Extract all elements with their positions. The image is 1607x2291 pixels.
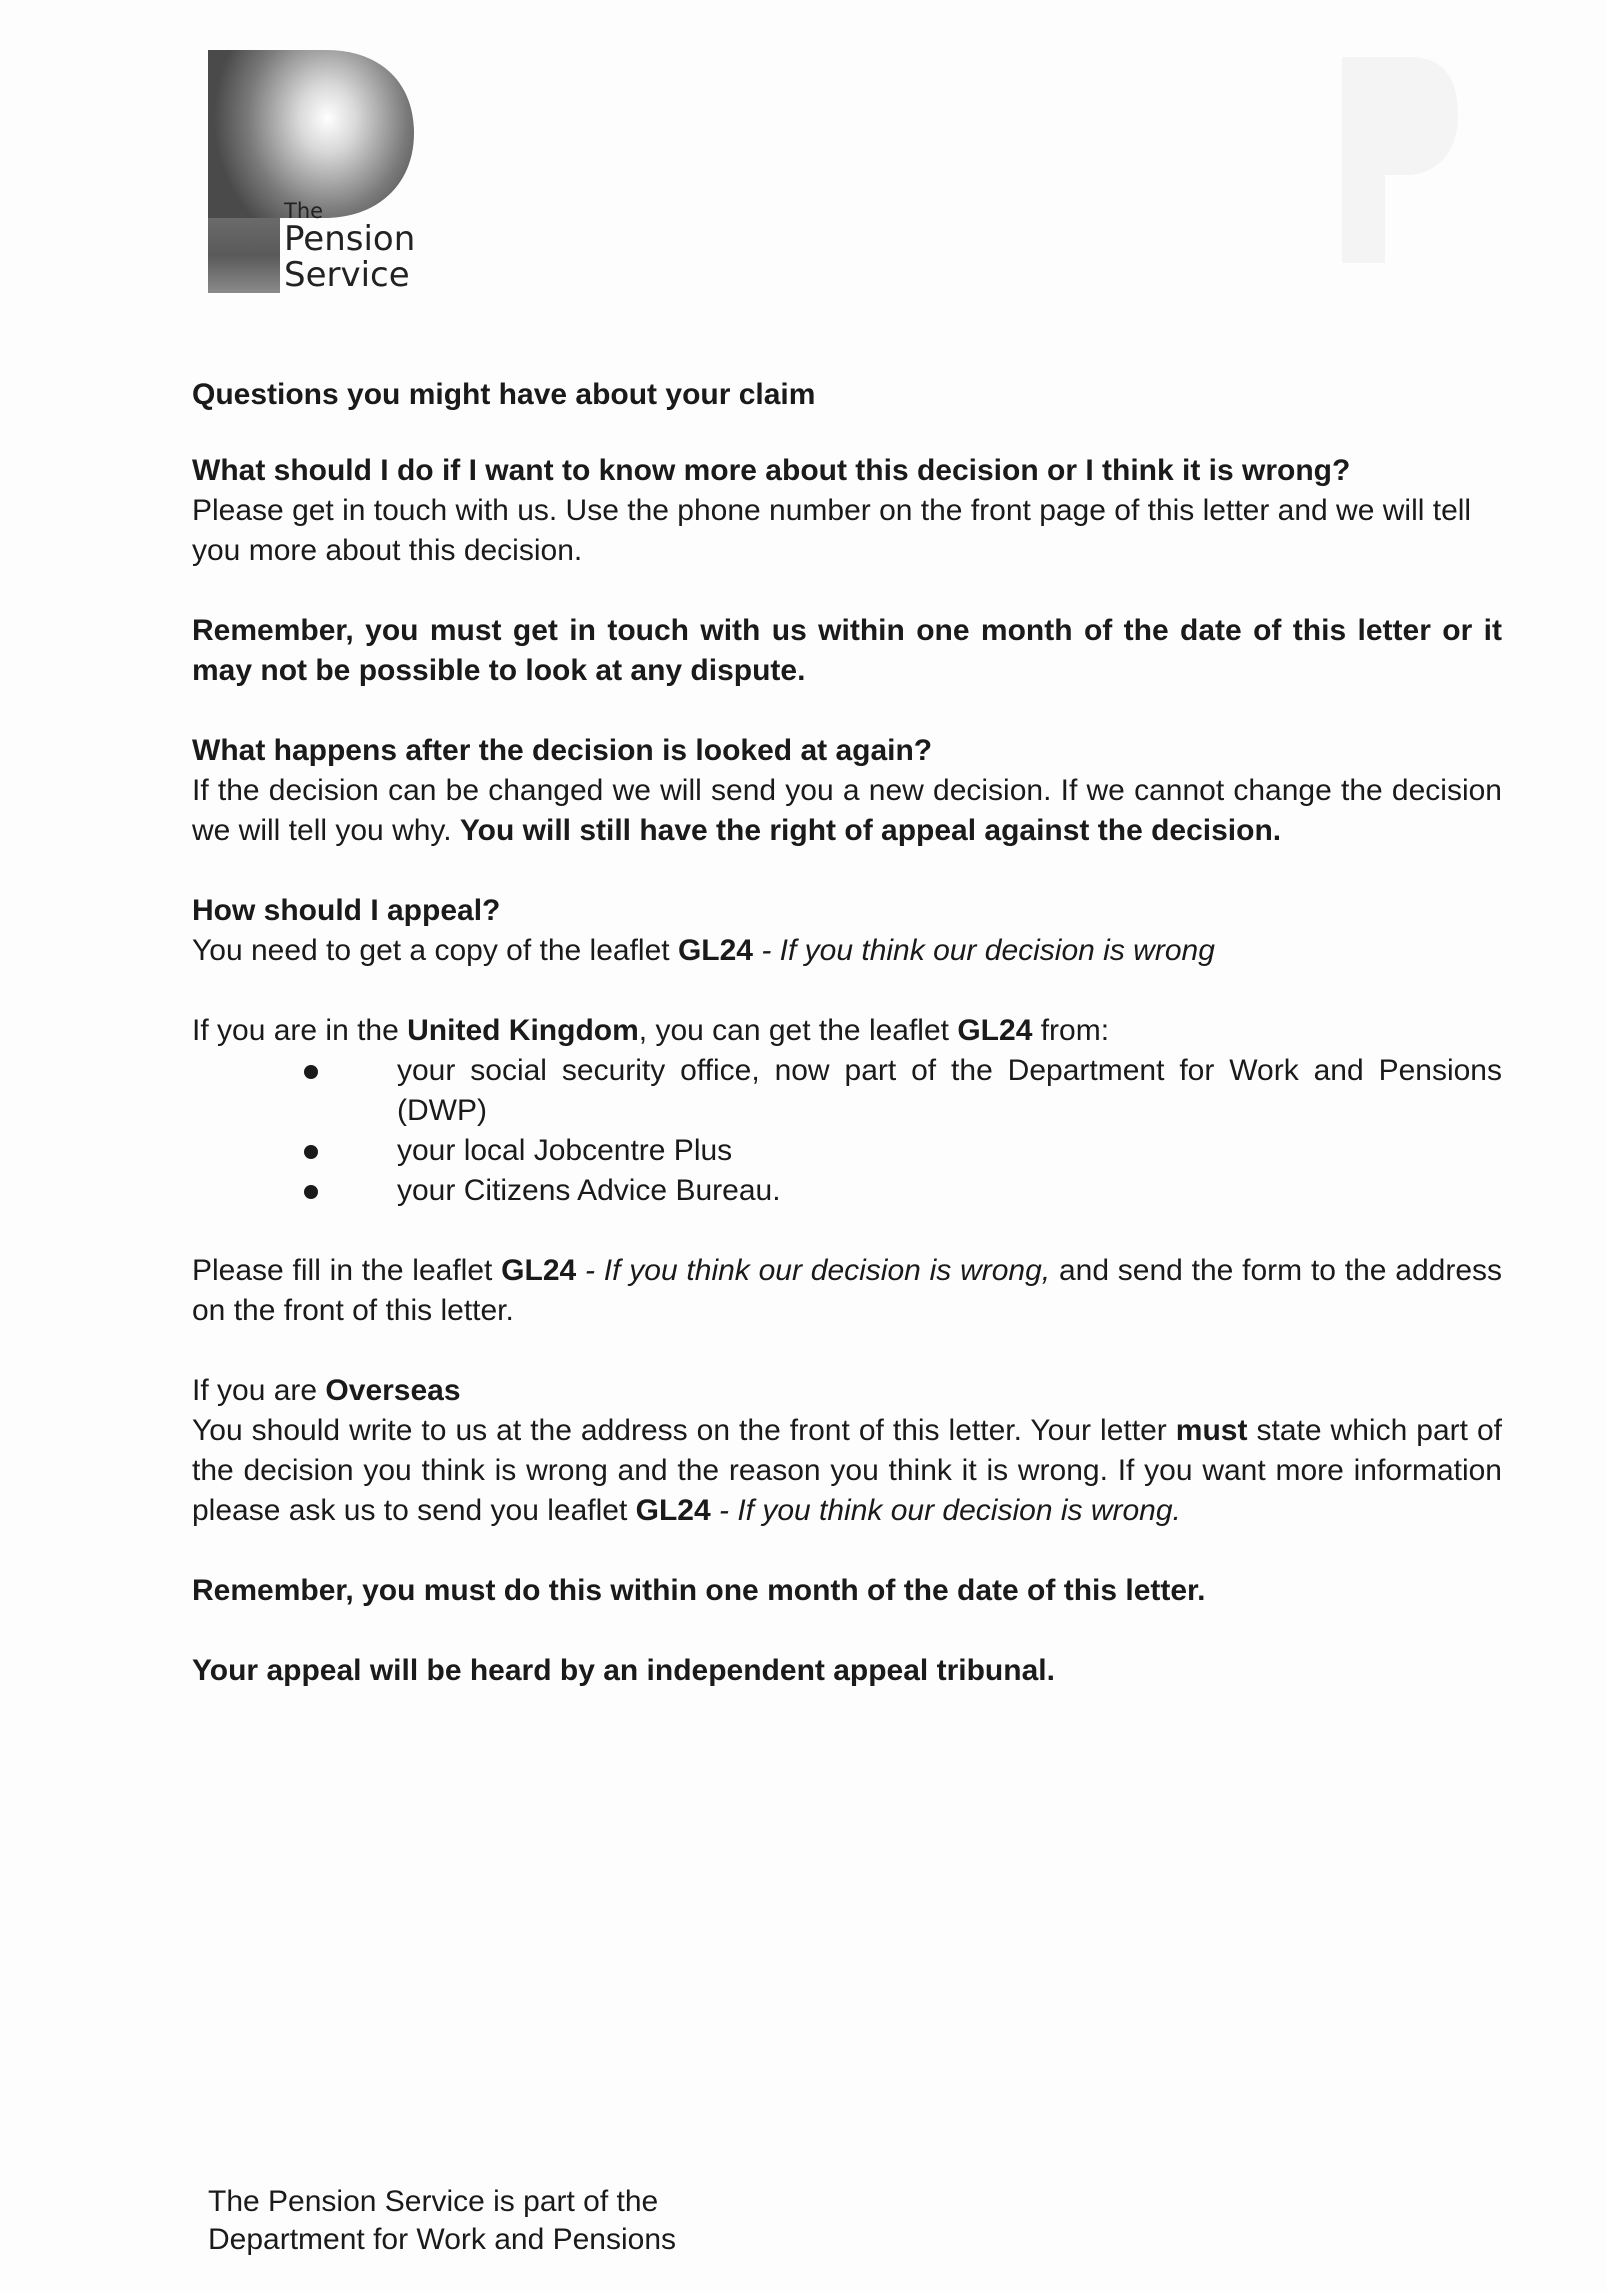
overseas-body <box>192 1411 1502 1531</box>
leaflet-intro-text: You need to get a copy of the leaflet <box>192 934 670 967</box>
overseas-intro <box>192 1371 1502 1411</box>
uk-mid-text: , you can get the leaflet <box>638 1014 949 1047</box>
right-of-appeal-text: You will still have the right of appeal against the decision. <box>459 814 1282 847</box>
leaflet-title: - If you think our decision is wrong <box>761 934 1215 967</box>
logo-word-service: Service <box>284 254 410 295</box>
overseas-must: must <box>1175 1414 1248 1447</box>
question-after-decision-heading: What happens after the decision is looked at again? <box>192 734 933 767</box>
question-how-appeal-body <box>192 931 1502 971</box>
remember-do-within-month: Remember, you must do this within one month of the date of this letter. <box>192 1574 1206 1607</box>
list-item-text: your Citizens Advice Bureau. <box>397 1174 781 1207</box>
bullet-icon <box>304 1185 318 1199</box>
footer-line-1: The Pension Service is part of the <box>208 2185 659 2218</box>
pension-service-logo <box>206 48 416 293</box>
overseas-leaflet-title: - If you think our decision is wrong. <box>719 1494 1181 1527</box>
logo-wordmark <box>284 200 415 293</box>
uk-label: United Kingdom <box>407 1014 639 1047</box>
logo-word-pension: Pension <box>284 219 416 260</box>
footer-line-2: Department for Work and Pensions <box>208 2223 677 2256</box>
independent-tribunal-note: Your appeal will be heard by an independent appeal tribunal. <box>192 1654 1055 1687</box>
overseas-pre-text: If you are <box>192 1374 318 1407</box>
letter-body <box>192 375 1502 1691</box>
after-decision-text: If the decision can be changed we will send you a new decision. If we cannot change the decision we will tell you why. <box>192 774 1502 847</box>
overseas-body-text-1: You should write to us at the address on the front of this letter. Your letter <box>192 1414 1167 1447</box>
fill-leaflet-code: GL24 <box>501 1254 577 1287</box>
logo-word-the: The <box>284 199 324 223</box>
question-after-decision-body <box>192 771 1502 851</box>
fill-post-text: and send the form to the address on the front of this letter. <box>192 1254 1503 1327</box>
fill-pre-text: Please fill in the leaflet <box>192 1254 493 1287</box>
list-item <box>397 1171 1502 1211</box>
question-how-appeal-heading: How should I appeal? <box>192 894 501 927</box>
uk-pre-text: If you are in the <box>192 1014 399 1047</box>
uk-intro <box>192 1011 1502 1051</box>
overseas-leaflet-code: GL24 <box>635 1494 711 1527</box>
fill-in-leaflet-instruction <box>192 1251 1502 1331</box>
leaflet-code: GL24 <box>677 934 753 967</box>
list-item <box>397 1131 1502 1171</box>
uk-leaflet-code: GL24 <box>957 1014 1033 1047</box>
question-more-info-heading: What should I do if I want to know more about this decision or I think it is wrong? <box>192 454 1351 487</box>
overseas-label: Overseas <box>325 1374 461 1407</box>
bullet-icon <box>304 1145 318 1159</box>
list-item <box>397 1051 1502 1131</box>
overseas-body-text-2: state which part of the decision you think is wrong and the reason you think it is wrong. If you want more information please ask us to send you leaflet <box>192 1414 1503 1527</box>
list-item-text: your social security office, now part of the Department for Work and Pensions (DWP) <box>397 1054 1502 1127</box>
question-more-info-body: Please get in touch with us. Use the phone number on the front page of this letter and we will tell you more about this decision. <box>192 494 1472 567</box>
reverse-side-bleed <box>1340 55 1460 265</box>
remember-one-month-notice: Remember, you must get in touch with us within one month of the date of this letter or it may not be possible to look at any dispute. <box>192 614 1502 687</box>
leaflet-sources-list <box>192 1051 1502 1211</box>
section-title: Questions you might have about your claim <box>192 378 816 411</box>
uk-post-text: from: <box>1040 1014 1110 1047</box>
fill-leaflet-title: - If you think our decision is wrong, <box>585 1254 1051 1287</box>
list-item-text: your local Jobcentre Plus <box>397 1134 733 1167</box>
bullet-icon <box>304 1065 318 1079</box>
footer-note <box>208 2183 676 2259</box>
